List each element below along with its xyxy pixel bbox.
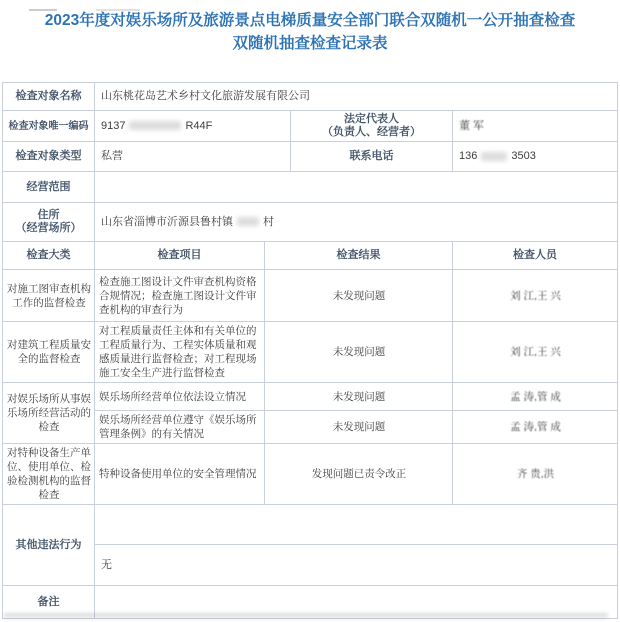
target-type-value: 私营 xyxy=(95,142,291,172)
row3-result: 未发现问题 xyxy=(265,383,453,411)
other-violations-empty xyxy=(95,505,618,545)
page-title-line2: 双随机抽查检查记录表 xyxy=(232,35,388,52)
unique-code-value xyxy=(95,111,291,142)
target-name-value: 山东桃花岛艺术乡村文化旅游发展有限公司 xyxy=(95,83,618,111)
header-result: 检查结果 xyxy=(265,242,453,270)
row2-inspector: 刘 江,王 兴 xyxy=(453,322,618,383)
row3-item: 娱乐场所经营单位依法设立情况 xyxy=(95,383,265,411)
checklist-row xyxy=(3,383,618,411)
top-edge-artifact xyxy=(96,9,140,11)
row-business-scope xyxy=(3,172,618,203)
phone-redaction-smudge xyxy=(481,152,507,161)
remark-label: 备注 xyxy=(3,586,95,619)
other-violations-label: 其他违法行为 xyxy=(3,505,95,586)
row-code-legal xyxy=(3,111,618,142)
address-redaction-smudge xyxy=(237,217,259,226)
row5-item: 特种设备使用单位的安全管理情况 xyxy=(95,444,265,505)
row2-item: 对工程质量责任主体和有关单位的工程质量行为、工程实体质量和观感质量进行监督检查；对工程现场施工安全生产进行监督检查 xyxy=(95,322,265,383)
row5-inspector: 齐 贵,洪 xyxy=(453,444,618,505)
row1-category: 对施工图审查机构工作的监督检查 xyxy=(3,270,95,322)
row5-category: 对特种设备生产单位、使用单位、检验检测机构的监督检查 xyxy=(3,444,95,505)
record-table xyxy=(2,82,618,619)
legal-rep-label-line1: 法定代表人 xyxy=(344,113,399,125)
address-suffix: 村 xyxy=(263,215,274,228)
row-target-name xyxy=(3,83,618,111)
header-category: 检查大类 xyxy=(3,242,95,270)
checklist-row xyxy=(3,411,618,444)
address-value xyxy=(95,203,618,242)
row1-result: 未发现问题 xyxy=(265,270,453,322)
address-label-line1: 住所 xyxy=(37,209,60,221)
row4-inspector: 孟 涛,管 成 xyxy=(453,411,618,444)
page-title-line1: 2023年度对娱乐场所及旅游景点电梯质量安全部门联合双随机一公开抽查检查 xyxy=(44,12,576,29)
target-type-label: 检查对象类型 xyxy=(3,142,95,172)
row-other-violations xyxy=(3,505,618,545)
legal-rep-value xyxy=(453,111,618,142)
unique-code-label: 检查对象唯一编码 xyxy=(3,111,95,142)
row4-result: 未发现问题 xyxy=(265,411,453,444)
page-title xyxy=(0,9,620,55)
row2-result: 未发现问题 xyxy=(265,322,453,383)
row4-item: 娱乐场所经营单位遵守《娱乐场所管理条例》的有关情况 xyxy=(95,411,265,444)
checklist-row xyxy=(3,444,618,505)
checklist-header-row xyxy=(3,242,618,270)
row5-result: 发现问题已责令改正 xyxy=(265,444,453,505)
header-inspector: 检查人员 xyxy=(453,242,618,270)
row1-inspector: 刘 江,王 兴 xyxy=(453,270,618,322)
row3-category: 对娱乐场所从事娱乐场所经营活动的检查 xyxy=(3,383,95,444)
target-name-label: 检查对象名称 xyxy=(3,83,95,111)
legal-rep-label xyxy=(291,111,453,142)
checklist-row xyxy=(3,322,618,383)
phone-label: 联系电话 xyxy=(291,142,453,172)
phone-value xyxy=(453,142,618,172)
address-label-line2: （经营场所） xyxy=(15,222,82,234)
scope-label: 经营范围 xyxy=(3,172,95,203)
row1-item: 检查施工图设计文件审查机构资格合规情况；检查施工图设计文件审查机构的审查行为 xyxy=(95,270,265,322)
address-prefix: 山东省淄博市沂源县鲁村镇 xyxy=(101,215,233,228)
unique-code-suffix: R44F xyxy=(185,119,213,132)
row-address xyxy=(3,203,618,242)
other-violations-value: 无 xyxy=(95,545,618,586)
code-redaction-smudge xyxy=(129,121,181,130)
row3-inspector: 孟 涛,管 成 xyxy=(453,383,618,411)
header-item: 检查项目 xyxy=(95,242,265,270)
legal-rep-label-line2: （负责人、经营者） xyxy=(322,126,421,138)
scope-value xyxy=(95,172,618,203)
legal-rep-name: 董 军 xyxy=(459,119,485,132)
row2-category: 对建筑工程质量安全的监督检查 xyxy=(3,322,95,383)
row-other-violations-value xyxy=(3,545,618,586)
phone-prefix: 136 xyxy=(459,150,478,162)
top-edge-artifact xyxy=(29,9,57,11)
phone-suffix: 3503 xyxy=(511,150,536,162)
unique-code-prefix: 9137 xyxy=(101,119,126,132)
row-type-phone xyxy=(3,142,618,172)
address-label xyxy=(3,203,95,242)
page-bottom-shadow xyxy=(4,613,608,621)
checklist-row xyxy=(3,270,618,322)
